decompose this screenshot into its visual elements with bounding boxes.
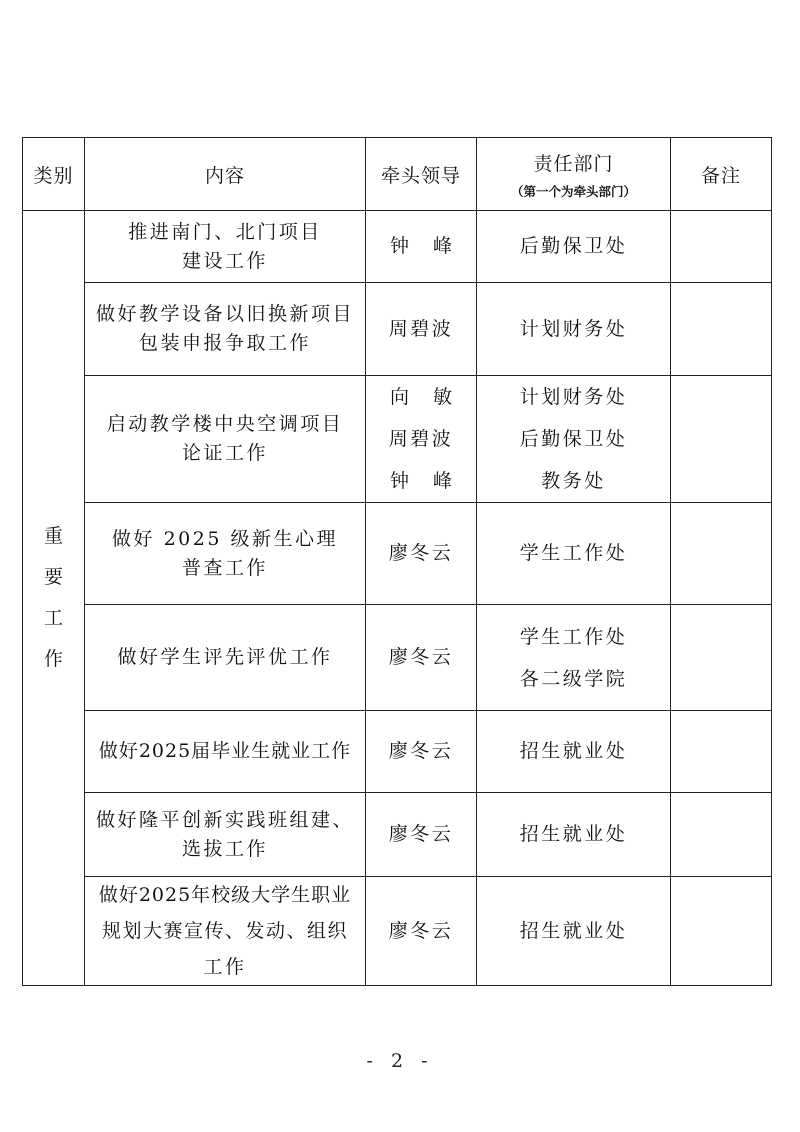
remark-cell: [671, 793, 772, 877]
content-line: 选拔工作: [181, 837, 268, 860]
leader-cell: [366, 503, 477, 605]
header-leader: 牵头领导: [366, 138, 477, 211]
header-remarks: 备注: [671, 138, 772, 211]
table-row: [23, 605, 772, 711]
department-name: 招生就业处: [519, 740, 628, 762]
content-line: 做好2025届毕业生就业工作: [98, 740, 352, 762]
department-cell: [477, 605, 671, 711]
department-cell: [477, 877, 671, 986]
leader-name: 周碧波: [388, 317, 454, 340]
department-name: 计划财务处: [519, 386, 628, 408]
leader-cell: [366, 605, 477, 711]
department-name: 后勤保卫处: [519, 235, 628, 257]
content-cell: [85, 711, 366, 793]
content-cell: [85, 376, 366, 503]
content-line: 推进南门、北门项目: [128, 220, 322, 243]
remark-cell: [671, 211, 772, 283]
content-line: 论证工作: [181, 442, 268, 464]
department-cell: [477, 376, 671, 503]
leader-cell: [366, 711, 477, 793]
content-line: 建设工作: [181, 249, 268, 272]
remark-cell: [671, 376, 772, 503]
content-line: 做好隆平创新实践班组建、: [95, 808, 354, 831]
category-char: 要: [43, 566, 63, 588]
table-row: [23, 711, 772, 793]
department-name: 学生工作处: [519, 625, 628, 648]
content-line: 普查工作: [181, 556, 268, 579]
department-name: 计划财务处: [519, 317, 628, 340]
category-char: 作: [43, 648, 63, 670]
leader-name: 廖冬云: [388, 542, 454, 564]
remark-cell: [671, 283, 772, 376]
content-line: 做好学生评先评优工作: [117, 646, 333, 668]
table-row: [23, 877, 772, 986]
header-department-title: 责任部门: [533, 152, 614, 175]
header-row: [23, 138, 772, 211]
leader-name: 廖冬云: [388, 740, 454, 762]
remark-cell: [671, 503, 772, 605]
department-cell: [477, 793, 671, 877]
leader-cell: [366, 793, 477, 877]
content-line: 做好2025年校级大学生职业: [98, 884, 352, 906]
header-department: [477, 138, 671, 211]
table-row: [23, 283, 772, 376]
leader-name: 周碧波: [388, 428, 454, 450]
content-cell: [85, 211, 366, 283]
content-line: 工作: [203, 956, 247, 978]
department-name: 后勤保卫处: [519, 428, 628, 450]
table-row: [23, 211, 772, 283]
content-cell: [85, 283, 366, 376]
leader-name: 廖冬云: [388, 646, 454, 668]
leader-cell: [366, 376, 477, 503]
leader-name: 钟峰: [390, 470, 477, 492]
content-cell: [85, 877, 366, 986]
department-cell: [477, 211, 671, 283]
header-department-note: （第一个为牵头部门）: [510, 183, 636, 199]
department-name: 招生就业处: [519, 919, 628, 942]
category-cell: [23, 211, 85, 986]
leader-cell: [366, 877, 477, 986]
department-cell: [477, 711, 671, 793]
table-row: [23, 503, 772, 605]
leader-name: 廖冬云: [388, 919, 454, 942]
content-line: 包装申报争取工作: [138, 332, 311, 354]
leader-cell: [366, 283, 477, 376]
leader-name: 向敏: [390, 386, 477, 408]
content-line: 规划大赛宣传、发动、组织: [101, 920, 348, 942]
content-line: 做好 2025 级新生心理: [112, 527, 338, 550]
department-name: 学生工作处: [519, 542, 628, 564]
table-row: [23, 793, 772, 877]
department-cell: [477, 503, 671, 605]
department-cell: [477, 283, 671, 376]
leader-name: 钟峰: [390, 235, 477, 257]
leader-cell: [366, 211, 477, 283]
page-number: - 2 -: [366, 1050, 434, 1072]
category-char: 工: [43, 607, 63, 629]
work-table: [22, 137, 772, 986]
remark-cell: [671, 605, 772, 711]
department-name: 教务处: [541, 470, 606, 492]
leader-name: 廖冬云: [388, 823, 454, 845]
department-name: 各二级学院: [519, 667, 628, 690]
remark-cell: [671, 877, 772, 986]
table-row: [23, 376, 772, 503]
content-line: 启动教学楼中央空调项目: [106, 413, 344, 435]
department-name: 招生就业处: [519, 823, 628, 845]
content-cell: [85, 503, 366, 605]
content-cell: [85, 793, 366, 877]
remark-cell: [671, 711, 772, 793]
header-category: 类别: [23, 138, 85, 211]
header-content: 内容: [85, 138, 366, 211]
content-cell: [85, 605, 366, 711]
content-line: 做好教学设备以旧换新项目: [95, 303, 354, 325]
category-char: 重: [43, 525, 63, 547]
